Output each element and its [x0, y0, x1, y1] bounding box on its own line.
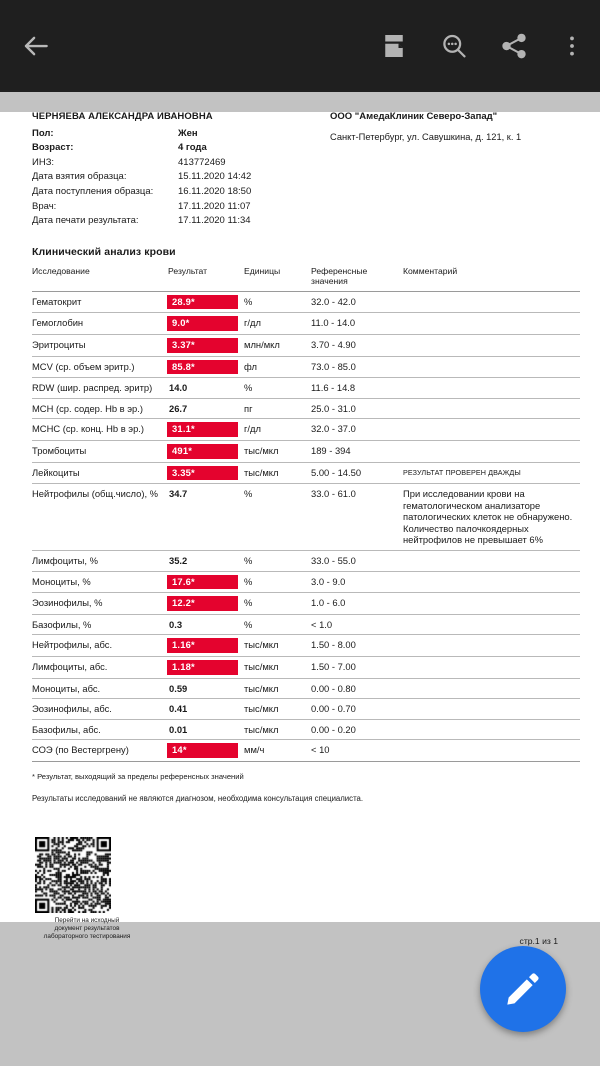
cell-units: тыс/мкл: [244, 635, 311, 657]
cell-study-name: Гематокрит: [32, 291, 168, 313]
table-row: [32, 593, 580, 615]
column-header-reference: Референсные значения: [311, 263, 403, 292]
table-row: [32, 398, 580, 419]
patient-field-row: [32, 127, 330, 142]
app-bar: [0, 0, 600, 92]
cell-units: %: [244, 614, 311, 635]
patient-info-block: [32, 110, 330, 229]
cell-comment: [403, 740, 580, 762]
result-value: 0.01: [169, 723, 188, 735]
cell-comment: [403, 719, 580, 740]
cell-study-name: Гемоглобин: [32, 313, 168, 335]
result-value: 85.8*: [167, 360, 238, 375]
cell-result-abnormal: [168, 334, 244, 356]
cell-reference-range: 25.0 - 31.0: [311, 398, 403, 419]
page-gutter-top: [0, 92, 600, 112]
cell-study-name: Нейтрофилы, абс.: [32, 635, 168, 657]
cell-units: %: [244, 571, 311, 593]
cell-result: [168, 719, 244, 740]
cell-units: %: [244, 484, 311, 551]
patient-field-row: [32, 170, 330, 185]
cell-units: тыс/мкл: [244, 462, 311, 484]
cell-study-name: Базофилы, %: [32, 614, 168, 635]
cell-study-name: Тромбоциты: [32, 440, 168, 462]
cell-study-name: MCH (ср. содер. Hb в эр.): [32, 398, 168, 419]
patient-field-label: Дата поступления образца:: [32, 185, 154, 197]
cell-reference-range: 11.6 - 14.8: [311, 378, 403, 399]
cell-reference-range: < 1.0: [311, 614, 403, 635]
result-value: 1.16*: [167, 638, 238, 653]
cell-comment: [403, 593, 580, 615]
cell-units: %: [244, 291, 311, 313]
cell-units: тыс/мкл: [244, 657, 311, 679]
cell-comment: [403, 419, 580, 441]
cell-units: фл: [244, 356, 311, 378]
cell-units: тыс/мкл: [244, 678, 311, 699]
table-row: [32, 699, 580, 720]
cell-reference-range: 1.0 - 6.0: [311, 593, 403, 615]
cell-study-name: Моноциты, %: [32, 571, 168, 593]
column-header-comment: Комментарий: [403, 263, 580, 292]
cell-study-name: Лейкоциты: [32, 462, 168, 484]
cell-comment: [403, 313, 580, 335]
cell-comment: [403, 440, 580, 462]
cell-reference-range: 3.70 - 4.90: [311, 334, 403, 356]
table-row: [32, 356, 580, 378]
cell-reference-range: 3.0 - 9.0: [311, 571, 403, 593]
table-row: [32, 571, 580, 593]
cell-reference-range: 1.50 - 7.00: [311, 657, 403, 679]
cell-units: тыс/мкл: [244, 440, 311, 462]
qr-caption: [32, 917, 142, 941]
qr-code-image[interactable]: [35, 837, 111, 913]
table-row: [32, 635, 580, 657]
cell-result-abnormal: [168, 593, 244, 615]
cell-units: г/дл: [244, 313, 311, 335]
patient-field-value: 413772469: [178, 156, 226, 168]
result-value: 34.7: [169, 488, 188, 500]
footnote-asterisk: * Результат, выходящий за пределы референсных значений: [32, 772, 244, 781]
cell-study-name: Базофилы, абс.: [32, 719, 168, 740]
clinic-address: Санкт-Петербург, ул. Савушкина, д. 121, к. 1: [330, 131, 522, 142]
cell-comment: [403, 378, 580, 399]
more-vert-icon[interactable]: [544, 0, 600, 92]
cell-result: [168, 378, 244, 399]
page-number: стр.1 из 1: [519, 936, 558, 946]
result-value: 17.6*: [167, 575, 238, 590]
cell-comment: [403, 657, 580, 679]
patient-field-value: 4 года: [178, 142, 207, 154]
patient-field-label: Дата печати результата:: [32, 215, 139, 227]
patient-field-label: Возраст:: [32, 142, 74, 154]
qr-block: [32, 837, 152, 941]
cell-result-abnormal: [168, 635, 244, 657]
table-header-row: [32, 263, 580, 292]
table-row: [32, 378, 580, 399]
cell-result-abnormal: [168, 571, 244, 593]
patient-field-row: [32, 214, 330, 229]
cell-comment: [403, 551, 580, 572]
footnote-disclaimer: Результаты исследований не являются диагнозом, необходима консультация специалиста.: [32, 794, 364, 803]
result-value: 491*: [167, 444, 238, 459]
patient-field-value: 15.11.2020 14:42: [178, 171, 252, 183]
clinic-name: ООО "АмедаКлиник Северо-Запад": [330, 111, 498, 122]
result-value: 35.2: [169, 555, 188, 567]
column-header-study: Исследование: [32, 263, 168, 292]
cell-result: [168, 551, 244, 572]
lab-report-content: [32, 110, 580, 946]
cell-study-name: СОЭ (по Вестергрену): [32, 740, 168, 762]
cell-units: мм/ч: [244, 740, 311, 762]
cell-reference-range: 0.00 - 0.20: [311, 719, 403, 740]
result-value: 31.1*: [167, 422, 238, 437]
table-row: [32, 419, 580, 441]
cell-study-name: Эритроциты: [32, 334, 168, 356]
cell-study-name: Нейтрофилы (общ.число), %: [32, 484, 168, 551]
cell-comment: При исследовании крови на гематологическом анализаторе патологических клеток не обнаружено. Количество палочкоядерных нейтрофилов не превышает 6%: [403, 484, 580, 551]
table-row: [32, 614, 580, 635]
cell-result-abnormal: [168, 313, 244, 335]
table-row: [32, 484, 580, 551]
cell-reference-range: 0.00 - 0.70: [311, 699, 403, 720]
cell-reference-range: 73.0 - 85.0: [311, 356, 403, 378]
result-value: 0.41: [169, 703, 188, 715]
cell-comment: РЕЗУЛЬТАТ ПРОВЕРЕН ДВАЖДЫ: [403, 462, 580, 484]
pencil-icon: [503, 969, 543, 1009]
patient-field-value: 17.11.2020 11:07: [178, 200, 251, 212]
cell-reference-range: 32.0 - 42.0: [311, 291, 403, 313]
cell-study-name: Лимфоциты, %: [32, 551, 168, 572]
result-value: 9.0*: [167, 316, 238, 331]
results-table: [32, 263, 580, 762]
result-value: 0.59: [169, 682, 188, 694]
cell-comment: [403, 334, 580, 356]
cell-comment: [403, 356, 580, 378]
qr-caption-line-1: Перейти на исходный: [54, 917, 120, 924]
result-value: 0.3: [169, 618, 183, 630]
cell-result-abnormal: [168, 657, 244, 679]
table-row: [32, 462, 580, 484]
result-value: 12.2*: [167, 596, 238, 611]
edit-fab-button[interactable]: [480, 946, 566, 1032]
qr-caption-line-3: лабораторного тестирования: [43, 933, 131, 940]
patient-field-label: Дата взятия образца:: [32, 171, 127, 183]
cell-study-name: Лимфоциты, абс.: [32, 657, 168, 679]
cell-units: пг: [244, 398, 311, 419]
patient-field-row: [32, 141, 330, 156]
table-row: [32, 440, 580, 462]
cell-units: г/дл: [244, 419, 311, 441]
section-title: Клинический анализ крови: [32, 245, 176, 258]
cell-comment: [403, 398, 580, 419]
cell-units: тыс/мкл: [244, 719, 311, 740]
cell-result-abnormal: [168, 291, 244, 313]
cell-comment: [403, 291, 580, 313]
cell-reference-range: 33.0 - 61.0: [311, 484, 403, 551]
footnotes: [32, 771, 580, 804]
column-header-result: Результат: [168, 263, 244, 292]
cell-units: %: [244, 378, 311, 399]
patient-field-label: Врач:: [32, 200, 57, 212]
cell-comment: [403, 699, 580, 720]
cell-units: млн/мкл: [244, 334, 311, 356]
cell-study-name: Эозинофилы, абс.: [32, 699, 168, 720]
search-icon[interactable]: [424, 0, 484, 92]
cell-result: [168, 614, 244, 635]
cell-result: [168, 699, 244, 720]
cell-reference-range: 32.0 - 37.0: [311, 419, 403, 441]
result-value: 3.35*: [167, 466, 238, 481]
clinic-info-block: [330, 110, 580, 229]
result-value: 14.0: [169, 382, 188, 394]
qr-caption-line-2: документ результатов: [54, 925, 120, 932]
back-arrow-icon[interactable]: [0, 0, 72, 92]
result-value: 3.37*: [167, 338, 238, 353]
cell-reference-range: 11.0 - 14.0: [311, 313, 403, 335]
table-row: [32, 678, 580, 699]
cell-reference-range: 33.0 - 55.0: [311, 551, 403, 572]
patient-field-value: 17.11.2020 11:34: [178, 215, 251, 227]
table-row: [32, 291, 580, 313]
report-header: [32, 110, 580, 229]
cell-reference-range: < 10: [311, 740, 403, 762]
share-icon[interactable]: [484, 0, 544, 92]
cell-result: [168, 398, 244, 419]
table-row: [32, 551, 580, 572]
fit-to-page-icon[interactable]: [364, 0, 424, 92]
cell-result: [168, 484, 244, 551]
table-row: [32, 719, 580, 740]
result-value: 26.7: [169, 402, 188, 414]
patient-field-value: Жен: [178, 127, 198, 139]
patient-field-row: [32, 200, 330, 215]
cell-study-name: MCV (ср. объем эритр.): [32, 356, 168, 378]
cell-reference-range: 0.00 - 0.80: [311, 678, 403, 699]
result-value: 1.18*: [167, 660, 238, 675]
cell-result-abnormal: [168, 440, 244, 462]
cell-study-name: RDW (шир. распред. эритр): [32, 378, 168, 399]
cell-comment: [403, 571, 580, 593]
cell-study-name: Моноциты, абс.: [32, 678, 168, 699]
column-header-units: Единицы: [244, 263, 311, 292]
table-row: [32, 740, 580, 762]
results-table-body: [32, 291, 580, 761]
patient-field-row: [32, 156, 330, 171]
cell-reference-range: 1.50 - 8.00: [311, 635, 403, 657]
result-value: 28.9*: [167, 295, 238, 310]
cell-reference-range: 189 - 394: [311, 440, 403, 462]
patient-field-label: ИНЗ:: [32, 156, 55, 168]
patient-field-label: Пол:: [32, 127, 54, 139]
table-row: [32, 657, 580, 679]
cell-comment: [403, 614, 580, 635]
cell-study-name: Эозинофилы, %: [32, 593, 168, 615]
table-row: [32, 313, 580, 335]
patient-field-value: 16.11.2020 18:50: [178, 185, 252, 197]
cell-units: %: [244, 551, 311, 572]
cell-units: тыс/мкл: [244, 699, 311, 720]
cell-comment: [403, 635, 580, 657]
table-row: [32, 334, 580, 356]
cell-result-abnormal: [168, 356, 244, 378]
cell-study-name: MCHC (ср. конц. Hb в эр.): [32, 419, 168, 441]
patient-field-row: [32, 185, 330, 200]
patient-name: ЧЕРНЯЕВА АЛЕКСАНДРА ИВАНОВНА: [32, 111, 213, 122]
cell-result: [168, 678, 244, 699]
cell-result-abnormal: [168, 740, 244, 762]
cell-units: %: [244, 593, 311, 615]
cell-comment: [403, 678, 580, 699]
cell-result-abnormal: [168, 462, 244, 484]
result-value: 14*: [167, 743, 238, 758]
cell-result-abnormal: [168, 419, 244, 441]
cell-reference-range: 5.00 - 14.50: [311, 462, 403, 484]
